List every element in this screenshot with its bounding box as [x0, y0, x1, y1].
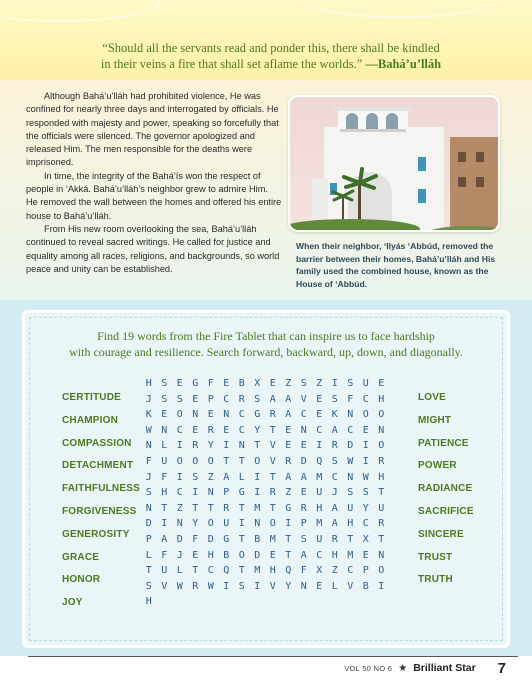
grid-letter[interactable]: C — [300, 409, 307, 421]
grid-letter[interactable]: F — [192, 533, 199, 545]
grid-letter[interactable]: O — [207, 455, 214, 467]
grid-letter[interactable]: H — [161, 487, 168, 499]
grid-letter[interactable]: E — [285, 424, 292, 436]
grid-letter[interactable]: C — [207, 565, 214, 577]
grid-letter[interactable]: J — [145, 471, 152, 483]
grid-letter[interactable]: A — [269, 393, 276, 405]
grid-letter[interactable]: I — [254, 471, 261, 483]
grid-letter[interactable]: O — [362, 409, 369, 421]
search-word: LOVE — [418, 392, 447, 403]
grid-letter[interactable]: F — [300, 565, 307, 577]
grid-letter[interactable]: L — [331, 580, 338, 592]
grid-letter[interactable]: S — [145, 487, 152, 499]
grid-letter[interactable]: N — [223, 409, 230, 421]
grid-letter[interactable]: A — [331, 502, 338, 514]
grid-letter[interactable]: O — [378, 565, 385, 577]
grid-letter[interactable]: T — [192, 565, 199, 577]
grid-letter[interactable]: G — [192, 378, 199, 389]
grid-letter[interactable]: T — [347, 533, 354, 545]
grid-letter[interactable]: F — [161, 549, 168, 561]
grid-letter[interactable]: T — [285, 533, 292, 545]
search-word: HONOR — [62, 574, 101, 586]
grid-letter[interactable]: T — [378, 533, 385, 545]
grid-letter[interactable]: M — [316, 518, 323, 530]
grid-letter[interactable]: N — [378, 549, 385, 561]
grid-letter[interactable]: T — [145, 565, 152, 577]
grid-letter[interactable]: N — [347, 409, 354, 421]
grid-letter[interactable]: T — [254, 440, 261, 452]
grid-letter[interactable]: V — [161, 580, 168, 592]
grid-letter[interactable]: E — [300, 487, 307, 499]
page-number: 7 — [497, 659, 506, 677]
grid-letter[interactable]: H — [145, 596, 152, 608]
grid-letter[interactable]: X — [362, 533, 369, 545]
grid-letter[interactable]: N — [254, 518, 261, 530]
house-of-abbud-photo — [288, 95, 500, 232]
grid-letter[interactable]: S — [254, 393, 261, 405]
grid-letter[interactable]: O — [207, 518, 214, 530]
grid-letter[interactable]: P — [207, 393, 214, 405]
grid-letter[interactable]: N — [145, 440, 152, 452]
grid-letter[interactable]: X — [254, 378, 261, 389]
grid-letter[interactable]: K — [145, 409, 152, 421]
grid-letter[interactable]: N — [192, 409, 199, 421]
grid-letter[interactable]: V — [269, 580, 276, 592]
quote-line-1: “Should all the servants read and ponder this, there shall be kindled — [102, 41, 440, 55]
grid-letter[interactable]: Q — [316, 455, 323, 467]
word-search-grid — [141, 376, 389, 610]
grid-letter[interactable]: E — [316, 409, 323, 421]
grid-letter[interactable]: S — [145, 580, 152, 592]
search-word: RADIANCE — [418, 483, 473, 495]
grid-letter[interactable]: Z — [207, 471, 214, 483]
grid-letter[interactable]: D — [207, 533, 214, 545]
grid-letter[interactable]: G — [285, 502, 292, 514]
grid-letter[interactable]: S — [331, 455, 338, 467]
grid-letter[interactable]: A — [300, 471, 307, 483]
grid-letter[interactable]: O — [269, 518, 276, 530]
grid-letter[interactable]: C — [176, 424, 183, 436]
grid-letter[interactable]: C — [347, 565, 354, 577]
story-paragraph: Although Bahá’u’lláh had prohibited violence, He was confined for nearly three days and interrogated by officials. He responded with majesty and power, speaking so forcefully that the officials were silenced. The governor apologized and released Him. The men responsible for the deaths were imprisoned. — [26, 91, 279, 168]
grid-letter[interactable]: O — [176, 455, 183, 467]
grid-letter[interactable]: U — [362, 378, 369, 389]
grid-letter[interactable]: E — [176, 378, 183, 389]
grid-letter[interactable]: I — [223, 440, 230, 452]
grid-letter[interactable]: P — [362, 565, 369, 577]
grid-letter[interactable]: E — [207, 409, 214, 421]
grid-letter[interactable]: Q — [285, 565, 292, 577]
grid-letter[interactable]: U — [316, 533, 323, 545]
grid-letter[interactable]: Z — [285, 487, 292, 499]
grid-letter[interactable]: A — [161, 533, 168, 545]
grid-letter[interactable]: M — [269, 533, 276, 545]
grid-letter[interactable]: I — [362, 440, 369, 452]
grid-letter[interactable]: V — [347, 580, 354, 592]
grid-letter[interactable]: D — [176, 533, 183, 545]
footer-divider — [28, 656, 518, 657]
decorative-swoosh — [0, 0, 160, 22]
grid-letter[interactable]: T — [238, 455, 245, 467]
search-word: JOY — [62, 597, 83, 609]
grid-letter[interactable]: I — [285, 518, 292, 530]
page-footer — [344, 658, 506, 678]
grid-letter[interactable]: T — [192, 502, 199, 514]
grid-letter[interactable]: N — [300, 424, 307, 436]
grid-letter[interactable]: I — [362, 455, 369, 467]
grid-letter[interactable]: R — [223, 502, 230, 514]
grid-letter[interactable]: B — [254, 533, 261, 545]
grid-letter[interactable]: L — [161, 440, 168, 452]
grid-letter[interactable]: E — [223, 424, 230, 436]
grid-letter[interactable]: D — [347, 440, 354, 452]
grid-letter[interactable]: U — [316, 487, 323, 499]
grid-letter[interactable]: C — [331, 471, 338, 483]
grid-letter[interactable]: R — [207, 424, 214, 436]
grid-letter[interactable]: T — [269, 471, 276, 483]
grid-letter[interactable]: I — [176, 471, 183, 483]
search-word: FORGIVENESS — [62, 505, 137, 517]
grid-letter[interactable]: O — [238, 549, 245, 561]
grid-letter[interactable]: G — [238, 487, 245, 499]
grid-letter[interactable]: E — [269, 378, 276, 389]
search-word: TRUST — [418, 551, 453, 563]
grid-letter[interactable]: R — [378, 455, 385, 467]
grid-letter[interactable]: S — [362, 487, 369, 499]
grid-letter[interactable]: A — [223, 471, 230, 483]
grid-letter[interactable]: E — [192, 424, 199, 436]
grid-letter[interactable]: M — [254, 502, 261, 514]
search-word: PATIENCE — [418, 437, 469, 449]
grid-letter[interactable]: H — [316, 502, 323, 514]
grid-letter[interactable]: O — [254, 455, 261, 467]
grid-letter[interactable]: T — [285, 549, 292, 561]
story-text — [26, 90, 282, 276]
grid-letter[interactable]: E — [269, 549, 276, 561]
grid-letter[interactable]: S — [347, 378, 354, 389]
grid-letter[interactable]: P — [300, 518, 307, 530]
grid-letter[interactable]: E — [192, 549, 199, 561]
quote-banner — [0, 0, 532, 80]
grid-letter[interactable]: I — [331, 378, 338, 389]
grid-letter[interactable]: R — [192, 440, 199, 452]
grid-letter[interactable]: E — [362, 424, 369, 436]
grid-letter[interactable]: F — [207, 378, 214, 389]
grid-letter[interactable]: I — [378, 580, 385, 592]
grid-letter[interactable]: O — [378, 440, 385, 452]
grid-letter[interactable]: W — [145, 424, 152, 436]
grid-letter[interactable]: I — [238, 518, 245, 530]
grid-letter[interactable]: N — [347, 471, 354, 483]
grid-letter[interactable]: I — [316, 440, 323, 452]
grid-letter[interactable]: Z — [331, 565, 338, 577]
puzzle-instructions — [40, 328, 492, 360]
grid-letter[interactable]: C — [316, 424, 323, 436]
search-word: POWER — [418, 460, 457, 472]
volume-info: VOL 50 NO 6 — [344, 663, 393, 673]
grid-letter[interactable]: Q — [223, 565, 230, 577]
grid-letter[interactable]: D — [145, 518, 152, 530]
quote-attribution: —Bahá’u’lláh — [365, 57, 442, 71]
grid-letter[interactable]: N — [161, 424, 168, 436]
grid-letter[interactable]: S — [347, 487, 354, 499]
grid-letter[interactable]: E — [300, 440, 307, 452]
grid-letter[interactable]: E — [192, 393, 199, 405]
grid-letter[interactable]: E — [161, 409, 168, 421]
grid-letter[interactable]: I — [254, 487, 261, 499]
word-list-right — [418, 387, 508, 592]
search-word: CERTITUDE — [62, 392, 122, 403]
grid-letter[interactable]: F — [145, 455, 152, 467]
grid-letter[interactable]: E — [285, 440, 292, 452]
grid-letter[interactable]: Y — [207, 440, 214, 452]
grid-letter[interactable]: N — [145, 502, 152, 514]
grid-letter[interactable]: Y — [285, 580, 292, 592]
grid-letter[interactable]: H — [378, 471, 385, 483]
grid-letter[interactable]: E — [362, 549, 369, 561]
grid-letter[interactable]: S — [161, 393, 168, 405]
grid-letter[interactable]: A — [331, 424, 338, 436]
grid-letter[interactable]: V — [300, 393, 307, 405]
story-paragraph: In time, the integrity of the Bahá’ís won the respect of people in ‘Akká. Bahá’u’lláh’s neighbor grew to admire Him. He removed the wall between the homes and offered his entire house to Bahá’u’lláh. — [26, 170, 282, 221]
search-word: SINCERE — [418, 528, 464, 540]
grid-letter[interactable]: J — [331, 487, 338, 499]
grid-letter[interactable]: O — [176, 409, 183, 421]
grid-letter[interactable]: W — [347, 455, 354, 467]
grid-letter[interactable]: Y — [362, 502, 369, 514]
grid-letter[interactable]: S — [192, 471, 199, 483]
grid-letter[interactable]: J — [176, 549, 183, 561]
photo-caption: When their neighbor, ‘Ilyás ‘Abbúd, removed the barrier between their homes, Bahá’u’lláh and His family used the combined house, known as the House of ‘Abbúd. — [296, 241, 496, 289]
grid-letter[interactable]: G — [223, 533, 230, 545]
puzzle-instructions-line-1: Find 19 words from the Fire Tablet that can inspire us to face hardship — [97, 329, 435, 343]
grid-letter[interactable]: R — [331, 440, 338, 452]
grid-letter[interactable]: R — [300, 502, 307, 514]
grid-letter[interactable]: R — [238, 393, 245, 405]
grid-letter[interactable]: B — [223, 549, 230, 561]
grid-letter[interactable]: S — [300, 378, 307, 389]
grid-letter[interactable]: S — [161, 378, 168, 389]
grid-letter[interactable]: H — [347, 518, 354, 530]
grid-letter[interactable]: R — [331, 533, 338, 545]
grid-letter[interactable]: F — [161, 471, 168, 483]
search-word: GRACE — [62, 551, 100, 563]
grid-letter[interactable]: N — [378, 424, 385, 436]
grid-letter[interactable]: L — [176, 565, 183, 577]
grid-letter[interactable]: C — [362, 393, 369, 405]
grid-letter[interactable]: T — [238, 502, 245, 514]
grid-letter[interactable]: H — [331, 549, 338, 561]
grid-letter[interactable]: I — [192, 487, 199, 499]
grid-letter[interactable]: H — [378, 393, 385, 405]
magazine-name: Brilliant Star — [413, 662, 476, 674]
grid-letter[interactable]: K — [331, 409, 338, 421]
grid-letter[interactable]: N — [207, 487, 214, 499]
search-word: COMPASSION — [62, 437, 132, 449]
grid-letter[interactable]: A — [285, 409, 292, 421]
grid-letter[interactable]: S — [300, 533, 307, 545]
decorative-swoosh — [300, 0, 500, 18]
search-word: FAITHFULNESS — [62, 483, 140, 495]
grid-letter[interactable]: H — [269, 565, 276, 577]
grid-letter[interactable]: B — [238, 378, 245, 389]
grid-letter[interactable]: X — [316, 565, 323, 577]
grid-letter[interactable]: N — [300, 580, 307, 592]
grid-letter[interactable]: L — [145, 549, 152, 561]
story-paragraph: From His new room overlooking the sea, Bahá’u’lláh continued to reveal sacred writings. He called for justice and equality among all races, religions, and backgrounds, so world peace and unity can be established. — [26, 223, 280, 274]
search-word: SACRIFICE — [418, 505, 474, 517]
grid-letter[interactable]: W — [176, 580, 183, 592]
grid-letter[interactable]: C — [362, 518, 369, 530]
puzzle-instructions-line-2: with courage and resilience. Search forward, backward, up, down, and diagonally. — [69, 345, 463, 359]
grid-letter[interactable]: T — [161, 502, 168, 514]
grid-letter[interactable]: T — [269, 502, 276, 514]
grid-letter[interactable]: T — [238, 533, 245, 545]
grid-letter[interactable]: M — [254, 565, 261, 577]
grid-letter[interactable]: V — [269, 455, 276, 467]
grid-letter[interactable]: T — [269, 424, 276, 436]
search-word: CHAMPION — [62, 414, 119, 426]
grid-letter[interactable]: T — [207, 502, 214, 514]
grid-letter[interactable]: V — [269, 440, 276, 452]
star-icon: ★ — [398, 662, 408, 674]
search-word: DETACHMENT — [62, 460, 134, 472]
grid-letter[interactable]: I — [161, 518, 168, 530]
quote-line-2: in their veins a fire that shall set aflame the worlds.” —Bahá’u’lláh — [100, 57, 442, 71]
grid-letter[interactable]: W — [207, 580, 214, 592]
grid-letter[interactable]: J — [145, 393, 152, 405]
grid-letter[interactable]: N — [176, 518, 183, 530]
grid-letter[interactable]: U — [378, 502, 385, 514]
grid-letter[interactable]: C — [238, 424, 245, 436]
house-illustration — [290, 97, 500, 232]
grid-letter[interactable]: Z — [176, 502, 183, 514]
grid-letter[interactable]: D — [300, 455, 307, 467]
grid-letter[interactable]: S — [238, 580, 245, 592]
grid-letter[interactable]: P — [223, 487, 230, 499]
grid-letter[interactable]: Z — [285, 378, 292, 389]
grid-letter[interactable]: H — [207, 549, 214, 561]
grid-letter[interactable]: S — [176, 393, 183, 405]
grid-letter[interactable]: U — [347, 502, 354, 514]
grid-letter[interactable]: T — [223, 455, 230, 467]
grid-letter[interactable]: R — [192, 580, 199, 592]
grid-letter[interactable]: P — [145, 533, 152, 545]
grid-letter[interactable]: A — [285, 471, 292, 483]
grid-letter[interactable]: N — [238, 440, 245, 452]
grid-letter[interactable]: S — [331, 393, 338, 405]
grid-letter[interactable]: H — [145, 378, 152, 389]
grid-letter[interactable]: A — [331, 518, 338, 530]
grid-letter[interactable]: C — [347, 424, 354, 436]
search-word: TRUTH — [418, 574, 453, 586]
grid-letter[interactable]: E — [316, 393, 323, 405]
grid-letter[interactable]: U — [223, 518, 230, 530]
search-word: MIGHT — [418, 414, 452, 426]
word-list-left — [62, 387, 152, 615]
grid-letter[interactable]: G — [254, 409, 261, 421]
grid-letter[interactable]: I — [223, 580, 230, 592]
grid-letter[interactable]: B — [362, 580, 369, 592]
grid-letter[interactable]: E — [378, 378, 385, 389]
grid-letter[interactable]: U — [161, 455, 168, 467]
grid-letter[interactable]: W — [362, 471, 369, 483]
grid-letter[interactable]: Y — [192, 518, 199, 530]
search-word: GENEROSITY — [62, 528, 130, 540]
grid-letter[interactable]: U — [161, 565, 168, 577]
grid-letter[interactable]: Z — [316, 378, 323, 389]
grid-letter[interactable]: D — [254, 549, 261, 561]
grid-letter[interactable]: R — [285, 455, 292, 467]
grid-letter[interactable]: M — [347, 549, 354, 561]
grid-letter[interactable]: E — [316, 580, 323, 592]
grid-letter[interactable]: L — [238, 471, 245, 483]
grid-letter[interactable]: C — [223, 393, 230, 405]
grid-letter[interactable]: E — [223, 378, 230, 389]
grid-letter[interactable]: C — [316, 549, 323, 561]
grid-letter[interactable]: F — [347, 393, 354, 405]
grid-letter[interactable]: M — [316, 471, 323, 483]
grid-letter[interactable]: A — [285, 393, 292, 405]
grid-letter[interactable]: A — [300, 549, 307, 561]
grid-letter[interactable]: T — [238, 565, 245, 577]
grid-letter[interactable]: Y — [254, 424, 261, 436]
fire-tablet-quote — [40, 40, 502, 72]
grid-letter[interactable]: O — [192, 455, 199, 467]
grid-letter[interactable]: R — [269, 487, 276, 499]
grid-letter[interactable]: I — [176, 440, 183, 452]
grid-letter[interactable]: R — [378, 518, 385, 530]
grid-letter[interactable]: I — [254, 580, 261, 592]
grid-letter[interactable]: C — [176, 487, 183, 499]
grid-letter[interactable]: R — [269, 409, 276, 421]
grid-letter[interactable]: C — [238, 409, 245, 421]
grid-letter[interactable]: O — [378, 409, 385, 421]
grid-letter[interactable]: T — [378, 487, 385, 499]
